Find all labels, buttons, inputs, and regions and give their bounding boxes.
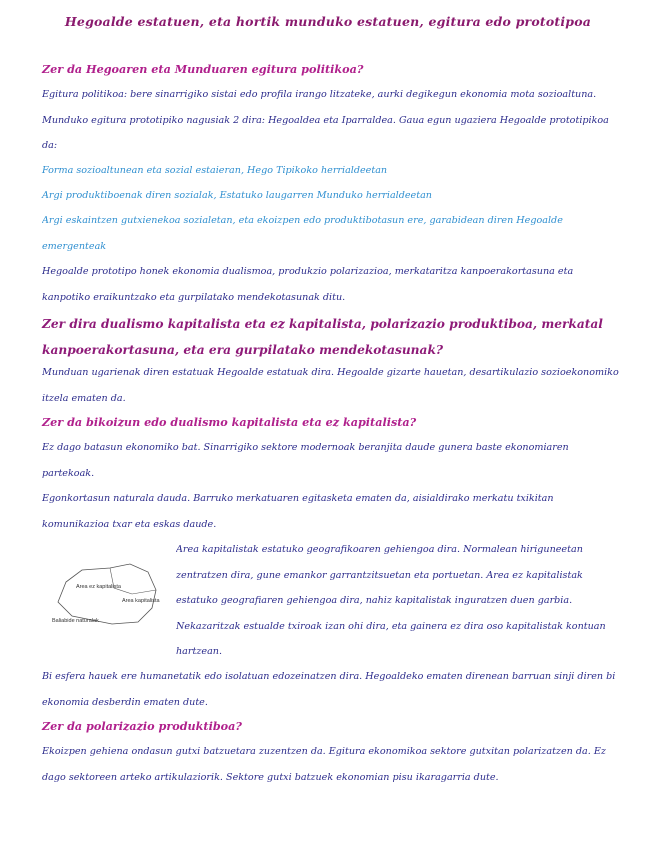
question-heading-4: Zer da polarizazio produktiboa?: [42, 719, 242, 733]
paragraph-3: Munduan ugarienak diren estatuak Hegoalde estatuak dira. Hegoalde gizarte hauetan, desartikulazio sozioekonomiko itzela ematen da.: [42, 367, 619, 404]
map-label-non-capitalist: Area ez kapitalista: [76, 584, 121, 590]
map-label-capitalist: Area kapitalista: [122, 598, 160, 604]
paragraph-2: Hegoalde prototipo honek ekonomia dualismoa, produkzio polarizazioa, merkataritza kanpoerakortasuna eta kanpotiko eraikuntzako eta gurpilatako mendekotasunak ditu.: [42, 266, 574, 303]
bullet-1: Forma sozioaltunean eta sozial estaieran, Hego Tipikoko herrialdeetan: [42, 165, 388, 176]
paragraph-4: Ez dago batasun ekonomiko bat. Sinarrigiko sektore modernoak beranjita daude gunera baste ekonomiaren partekoak.: [42, 442, 569, 479]
paragraph-1: Egitura politikoa: bere sinarrigiko sistai edo profila irango litzateke, aurki degikegun ekonomia mota sozioaltuna. Munduko egitura prototipiko nagusiak 2 dira: Hegoaldea eta Iparraldea. Gaua egun ugaziera Hegoalde prototipikoa da:: [42, 89, 609, 151]
area-outline: [58, 564, 156, 624]
paragraph-6: Area kapitalistak estatuko geografikoaren gehiengoa dira. Normalean hiriguneetan zentratzen dira, gune emankor garrantzitsuetan eta portuetan. Area ez kapitalistak estatuko geografiaren gehiengoa dira, nahiz kapitalistak inguratzen duen garbia. Nekazaritzak estualde txiroak izan ohi dira, eta gainera ez dira oso kapitalistak kontuan hartzean.: [176, 544, 606, 657]
bullet-2: Argi produktiboenak diren sozialak, Estatuko laugarren Munduko herrialdeetan: [42, 190, 432, 201]
question-heading-3: Zer da bikoizun edo dualismo kapitalista eta ez kapitalista?: [42, 415, 417, 429]
page-title: Hegoalde estatuen, eta hortik munduko estatuen, egitura edo prototipoa: [64, 14, 592, 29]
economic-area-map: [52, 560, 170, 630]
paragraph-7: Bi esfera hauek ere humanetatik edo isolatuan edozeinatzen dira. Hegoaldeko ematen direnean barruan sinji diren bi ekonomia desberdin ematen dute.: [42, 671, 616, 708]
map-label-natural-resources: Baliabide naturalak: [52, 618, 99, 624]
question-heading-2: Zer dira dualismo kapitalista eta ez kapitalista, polarizazio produktiboa, merkatal kanpoerakortasuna, eta era gurpilatako mendekotasunak?: [42, 317, 603, 357]
paragraph-8: Ekoizpen gehiena ondasun gutxi batzuetara zuzentzen da. Egitura ekonomikoa sektore gutxitan polarizatzen da. Ez dago sektoreen arteko artikulaziorik. Sektore gutxi batzuek ekonomian pisu ikaragarria dute.: [42, 746, 606, 783]
question-heading-1: Zer da Hegoaren eta Munduaren egitura politikoa?: [42, 62, 364, 76]
bullet-3: Argi eskaintzen gutxienekoa sozialetan, eta ekoizpen edo produktibotasun ere, garabidean diren Hegoalde emergenteak: [42, 215, 563, 252]
paragraph-5: Egonkortasun naturala dauda. Barruko merkatuaren egitasketa ematen da, aisialdirako merkatu txikitan komunikazioa txar eta eskas daude.: [42, 493, 554, 530]
